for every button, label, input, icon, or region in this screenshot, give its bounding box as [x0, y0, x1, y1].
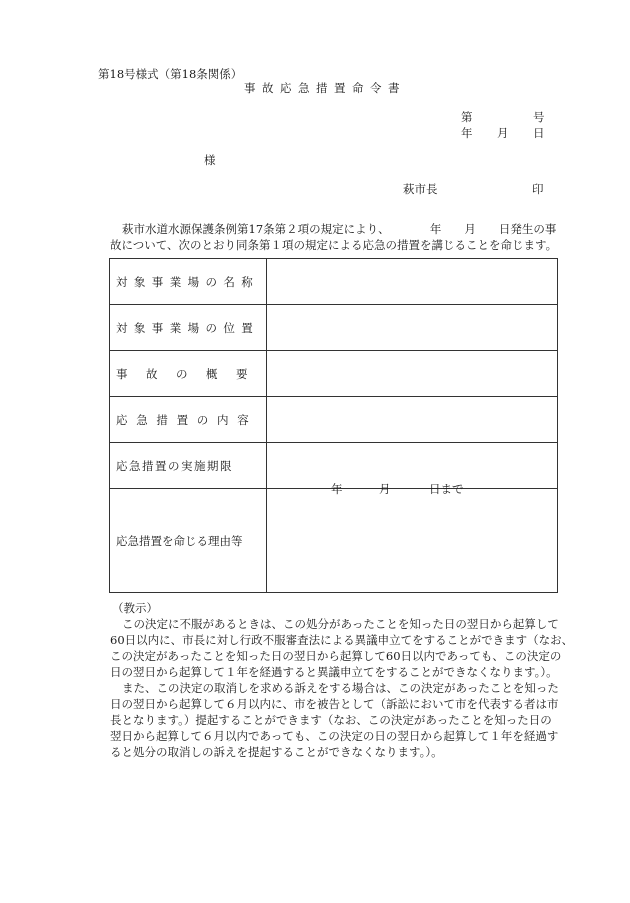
- notice-heading: （教示）: [112, 601, 158, 615]
- table-row: [110, 397, 558, 443]
- label-accident-summary: 事故の概要: [110, 351, 267, 397]
- intro-paragraph: [110, 221, 570, 253]
- intro-line: 故について、次のとおり同条第１項の規定による応急の措置を講じることを命じます。: [110, 238, 558, 252]
- notice-line: この決定があったことを知った日の翌日から起算して60日以内であっても、この決定の: [110, 649, 562, 663]
- label-facility-location: 対象事業場の位置: [110, 305, 267, 351]
- table-row: [110, 351, 558, 397]
- notice-line: 日の翌日から起算して１年を経過すると異議申立てをすることができなくなります。）。: [110, 665, 558, 679]
- deadline-month: 月: [379, 481, 391, 496]
- value-deadline: [267, 443, 558, 496]
- notice-paragraph: [110, 616, 574, 760]
- value-facility-name: [267, 259, 558, 305]
- notice-line: この決定に不服があるときは、この処分があったことを知った日の翌日から起算して: [122, 617, 559, 631]
- deadline-year: 年: [331, 481, 343, 496]
- issue-number-prefix: 第: [461, 110, 473, 124]
- table-row: [110, 489, 558, 593]
- value-emergency-measures: [267, 397, 558, 443]
- document-title: 事故応急措置命令書: [244, 81, 406, 95]
- notice-line: また、この決定の取消しを求める訴えをする場合は、この決定があったことを知った: [122, 681, 559, 695]
- notice-line: 60日以内に、市長に対し行政不服審査法による異議申立てをすることができます（なお、: [110, 633, 574, 647]
- value-reason: [267, 489, 558, 593]
- label-deadline: 応急措置の実施期限: [110, 443, 267, 489]
- table-row: [110, 443, 558, 489]
- value-accident-summary: [267, 351, 558, 397]
- issue-date-month: 月: [497, 126, 509, 140]
- deadline-until: 日まで: [429, 481, 464, 496]
- notice-line: 長となります。）提起することができます（なお、この決定があったことを知った日の: [110, 713, 552, 727]
- form-number: 第18号様式（第18条関係）: [98, 67, 243, 81]
- label-facility-name: 対象事業場の名称: [110, 259, 267, 305]
- notice-line: 日の翌日から起算して６月以内に、市を被告として（訴訟において市を代表する者は市: [110, 697, 559, 711]
- table-row: [110, 305, 558, 351]
- addressee-suffix: 様: [204, 153, 216, 167]
- issue-number-suffix: 号: [533, 110, 545, 124]
- table-row: [110, 259, 558, 305]
- issuer-name: 萩市長: [403, 182, 438, 196]
- intro-line: 萩市水道水源保護条例第17条第２項の規定により、 年 月 日発生の事: [122, 222, 557, 236]
- issue-date-day: 日: [533, 126, 545, 140]
- notice-line: 翌日から起算して６月以内であっても、この決定の日の翌日から起算して１年を経過す: [110, 729, 559, 743]
- label-emergency-measures: 応急措置の内容: [110, 397, 267, 443]
- notice-line: ると処分の取消しの訴えを提起することができなくなります。）。: [110, 745, 443, 759]
- order-details-table: [109, 258, 558, 593]
- label-reason: 応急措置を命じる理由等: [110, 489, 267, 593]
- issue-date-year: 年: [461, 126, 473, 140]
- value-facility-location: [267, 305, 558, 351]
- seal-mark: 印: [532, 182, 544, 196]
